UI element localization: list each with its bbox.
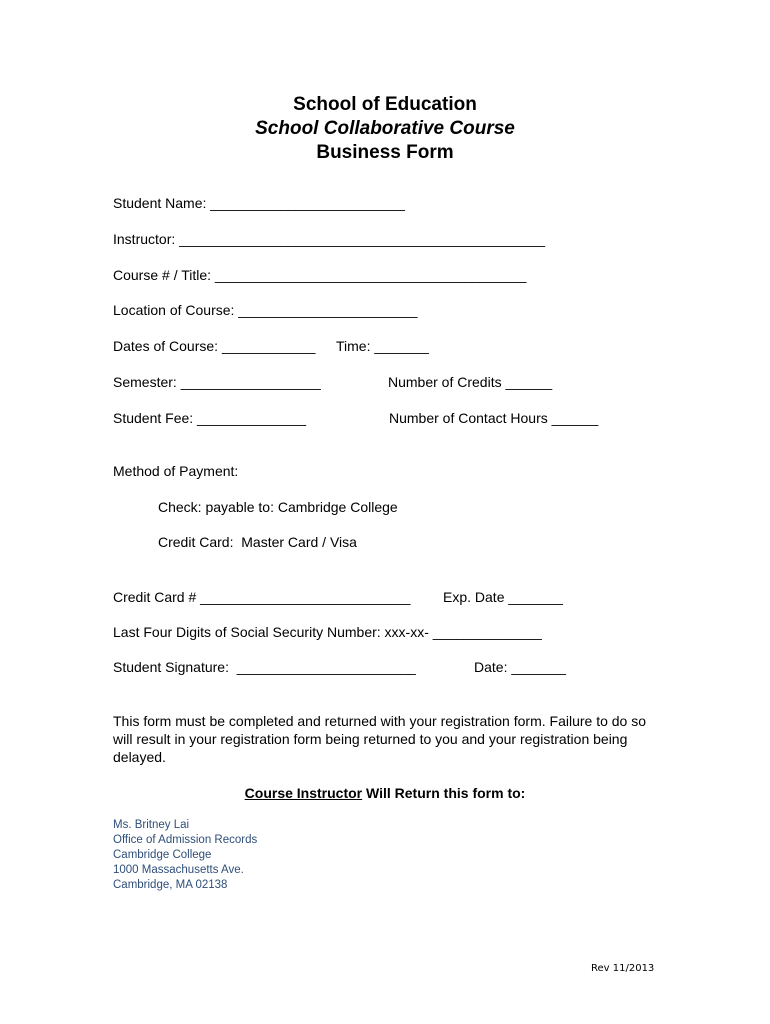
course-title-field[interactable]: Course # / Title: ________________________________________: [113, 267, 527, 283]
student-name-field[interactable]: Student Name: _________________________: [113, 195, 405, 211]
course-time-field[interactable]: Time: _______: [336, 338, 429, 354]
return-who: Course Instructor: [244, 785, 363, 801]
credits-field[interactable]: Number of Credits ______: [388, 374, 553, 390]
address-line-college: Cambridge College: [113, 849, 212, 861]
course-location-field[interactable]: Location of Course: _______________________: [113, 302, 418, 318]
form-title-course: School Collaborative Course: [255, 118, 515, 139]
address-line-name: Ms. Britney Lai: [113, 819, 190, 831]
credit-card-number-field[interactable]: Credit Card # ___________________________: [113, 589, 411, 605]
payment-check-option: Check: payable to: Cambridge College: [158, 499, 398, 515]
revision-label: Rev 11/2013: [591, 963, 655, 974]
form-notice: This form must be completed and returned with your registration form. Failure to do so will result in your registration form being returned to you and your registration being delayed.: [113, 713, 647, 765]
instructor-field[interactable]: Instructor: _______________________________________________: [113, 231, 546, 247]
address-line-office: Office of Admission Records: [113, 834, 258, 846]
address-line-street: 1000 Massachusetts Ave.: [113, 864, 244, 876]
payment-credit-option: Credit Card: Master Card / Visa: [158, 534, 357, 550]
contact-hours-field[interactable]: Number of Contact Hours ______: [389, 410, 599, 426]
exp-date-field[interactable]: Exp. Date _______: [443, 589, 563, 605]
return-instruction: [0, 785, 770, 801]
signature-date-field[interactable]: Date: _______: [474, 659, 566, 675]
address-line-city: Cambridge, MA 02138: [113, 879, 228, 891]
form-title-school: School of Education: [293, 94, 477, 115]
return-rest: Will Return this form to:: [362, 785, 526, 801]
course-dates-field[interactable]: Dates of Course: ____________: [113, 338, 316, 354]
student-signature-field[interactable]: Student Signature: _______________________: [113, 659, 416, 675]
payment-method-label: Method of Payment:: [113, 463, 239, 479]
ssn-digits-field[interactable]: Last Four Digits of Social Security Number: xxx-xx- ______________: [113, 624, 542, 640]
semester-field[interactable]: Semester: __________________: [113, 374, 321, 390]
form-title-business: Business Form: [316, 142, 454, 163]
student-fee-field[interactable]: Student Fee: ______________: [113, 410, 307, 426]
